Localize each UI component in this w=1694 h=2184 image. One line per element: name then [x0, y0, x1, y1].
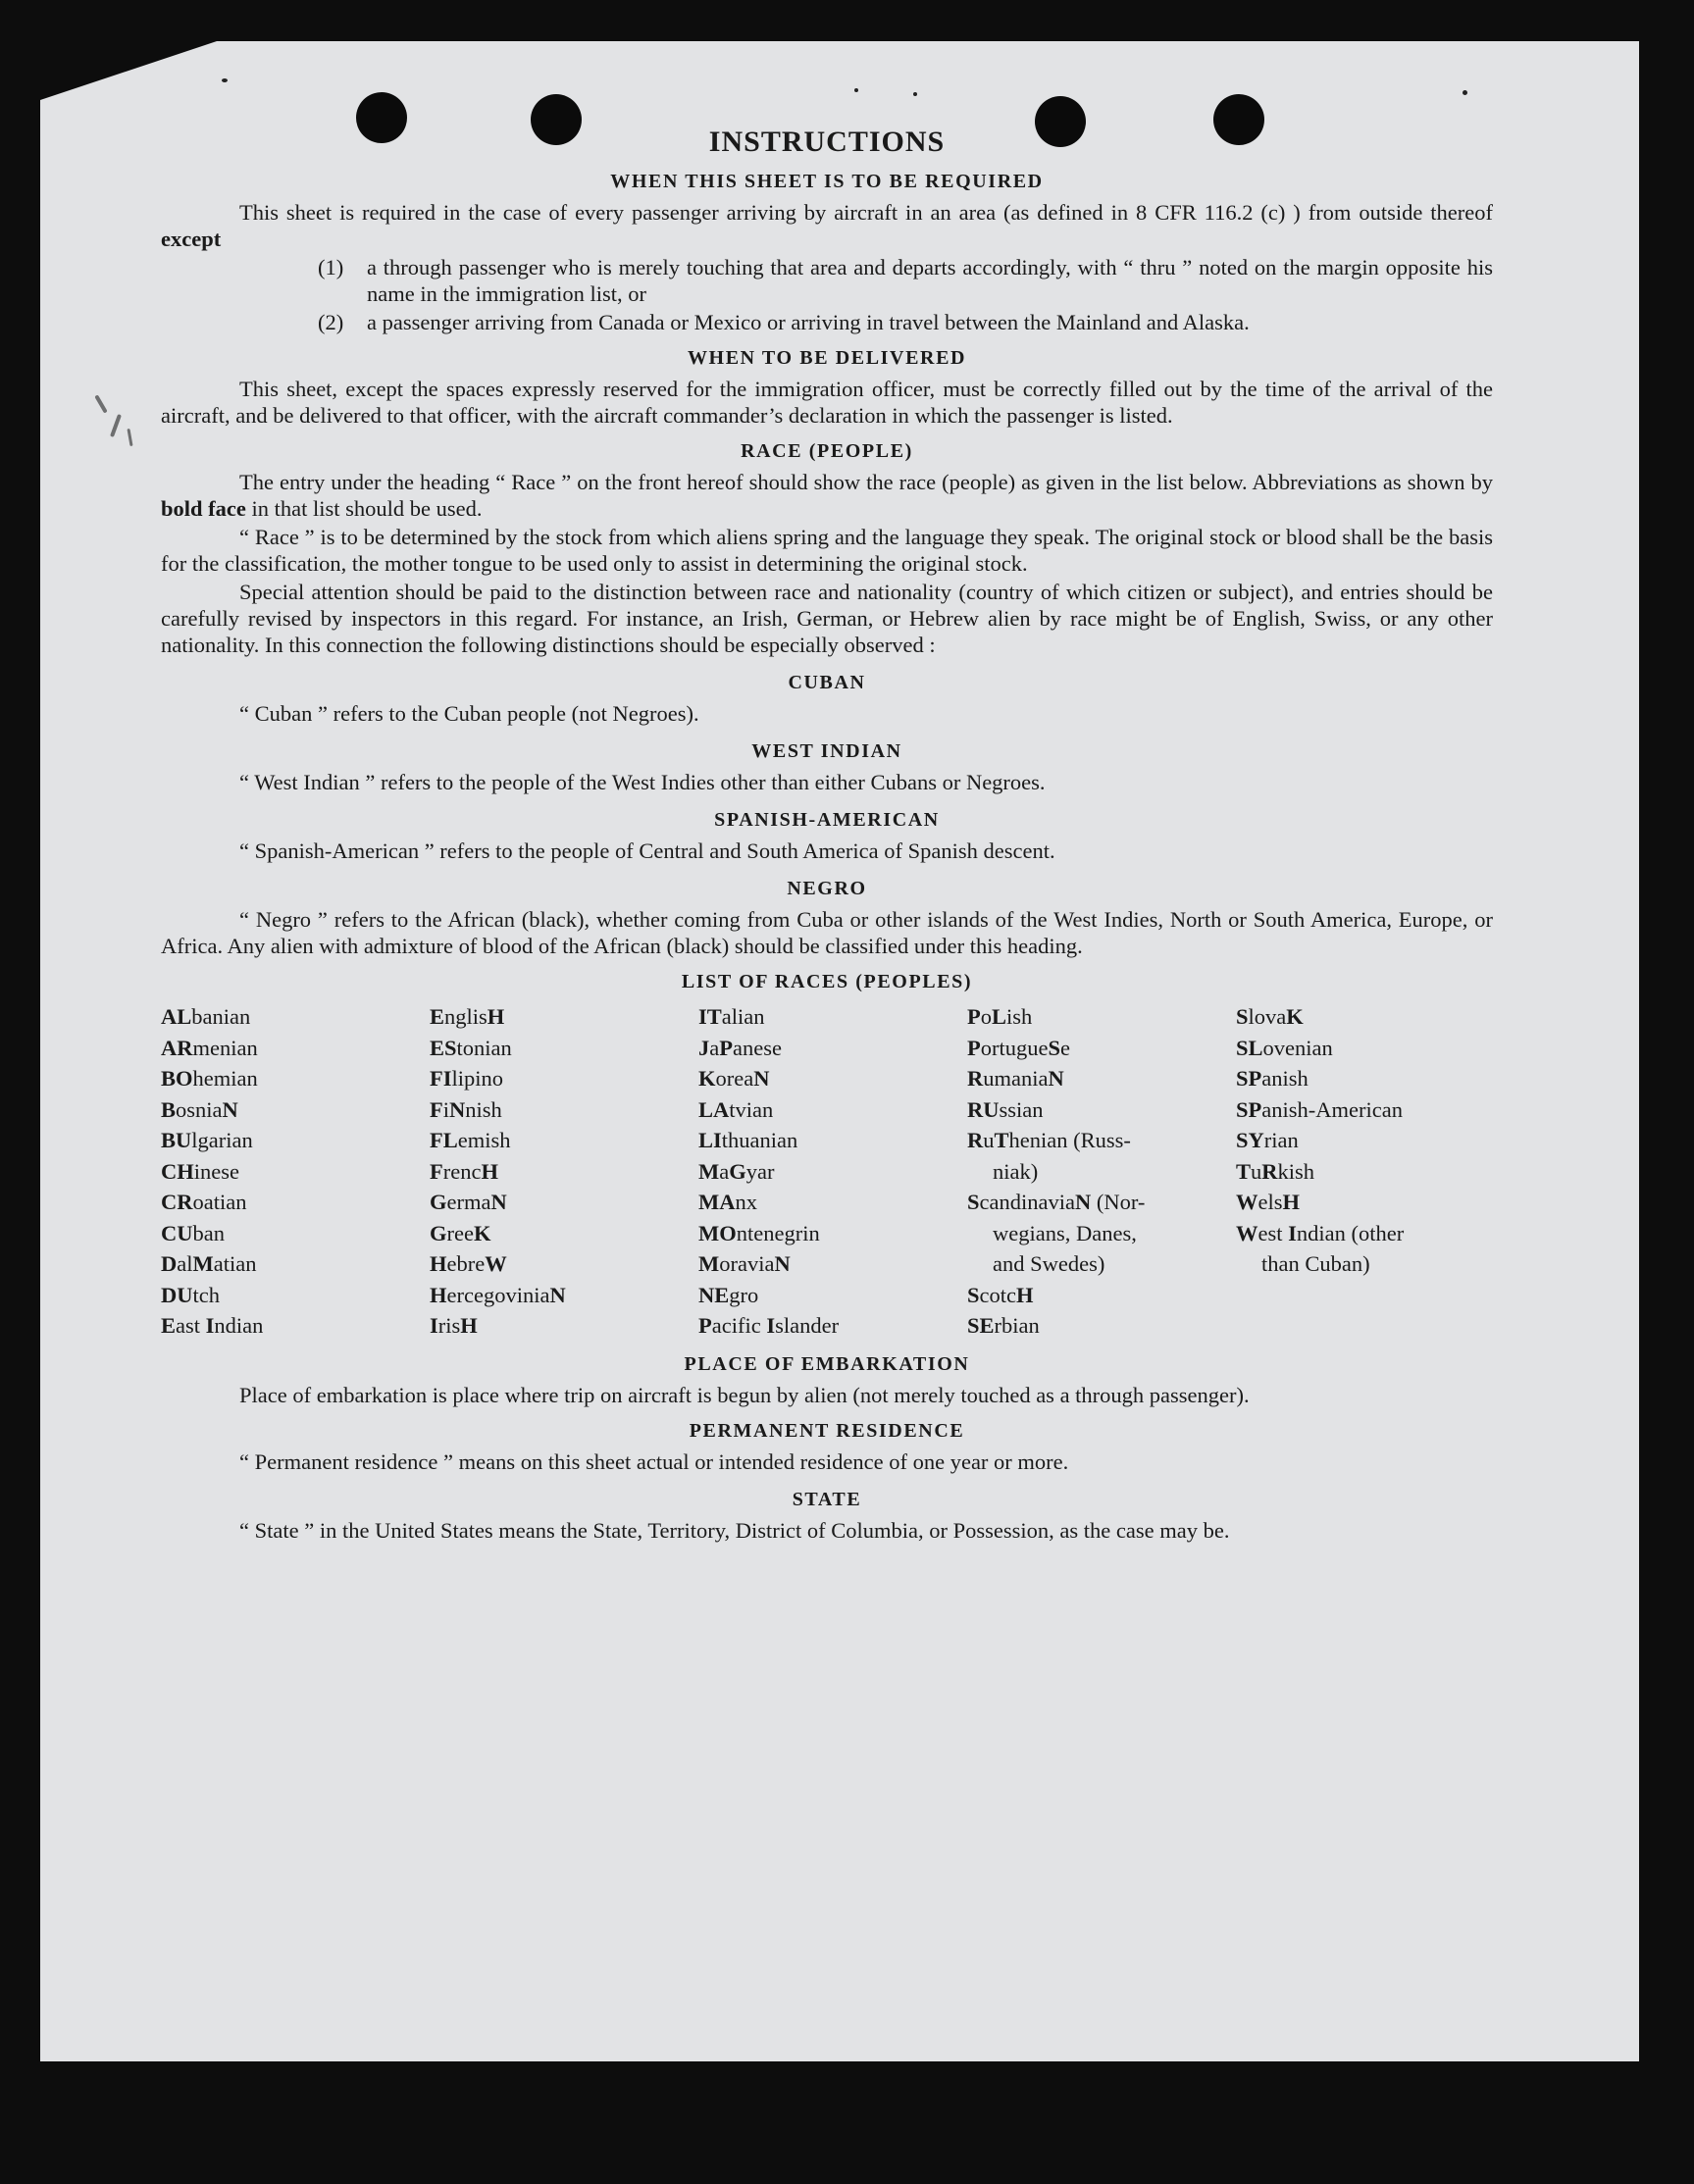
race-entry: Pacific Islander	[698, 1313, 840, 1338]
race-entry: TuRkish	[1236, 1158, 1315, 1184]
heading-permanent-residence: PERMANENT RESIDENCE	[689, 1419, 965, 1442]
race-entry: ScandinaviaN (Nor- wegians, Danes, and Swedes)	[967, 1190, 1146, 1276]
race-entry: FrencH	[430, 1158, 498, 1184]
race-entry: LAtvian	[698, 1096, 774, 1122]
race-entry: FIlipino	[430, 1066, 504, 1091]
race-entry: SPanish	[1236, 1066, 1309, 1091]
speck	[94, 394, 107, 413]
race-entry: DalMatian	[161, 1251, 257, 1276]
spanish-american-text: “ Spanish-American ” refers to the people of Central and South America of Spanish descent.	[239, 838, 1055, 863]
race-column	[430, 1001, 698, 1342]
list-item: (2) a passenger arriving from Canada or Mexico or arriving in travel between the Mainland and Alaska.	[318, 310, 1250, 334]
race-entry: EStonian	[430, 1035, 512, 1060]
race-entry: ARmenian	[161, 1035, 258, 1060]
page-title: INSTRUCTIONS	[708, 126, 946, 158]
race-entry: DUtch	[161, 1282, 220, 1307]
heading-when-required: WHEN THIS SHEET IS TO BE REQUIRED	[610, 171, 1044, 192]
race-entry: KoreaN	[698, 1066, 770, 1091]
race-column	[967, 1001, 1236, 1342]
race-paragraph-2: “ Race ” is to be determined by the stock from which aliens spring and the language they speak. The original stock or blood shall be the basis for the classification, the mother tongue to be used only to assist in determining the original stock.	[161, 525, 1493, 576]
heading-west-indian: WEST INDIAN	[751, 740, 902, 762]
race-entry: MAnx	[698, 1190, 757, 1214]
race-entry: BosniaN	[161, 1096, 238, 1122]
race-entry: West Indian (other than Cuban)	[1236, 1220, 1405, 1276]
race-entry: GermaN	[430, 1190, 507, 1214]
race-entry: JaPanese	[698, 1035, 782, 1060]
heading-list-of-races: LIST OF RACES (PEOPLES)	[681, 971, 973, 992]
when-delivered-text: This sheet, except the spaces expressly reserved for the immigration officer, must be correctly filled out by the time of the arrival of the aircraft, and be delivered to that officer, with the aircraft commander’s declaration in which the passenger is listed.	[161, 377, 1493, 428]
race-entry: CRoatian	[161, 1190, 247, 1214]
west-indian-text: “ West Indian ” refers to the people of the West Indies other than either Cubans or Negroes.	[239, 770, 1046, 794]
race-entry: SLovenian	[1236, 1035, 1333, 1060]
race-entry: EnglisH	[430, 1004, 505, 1029]
race-paragraph-1: The entry under the heading “ Race ” on the front hereof should show the race (people) as given in the list below. Abbreviations as shown by bold face in that list should be used.	[161, 470, 1493, 521]
list-item: (1) a through passenger who is merely touching that area and departs accordingly, with “ thru ” noted on the margin opposite his name in the immigration list, or	[318, 255, 1493, 306]
heading-spanish-american: SPANISH-AMERICAN	[714, 809, 940, 831]
instructions-content	[161, 126, 1493, 1544]
race-entry: NEgro	[698, 1282, 759, 1307]
race-entry: SlovaK	[1236, 1004, 1304, 1029]
race-entry: ScotcH	[967, 1282, 1034, 1307]
heading-race: RACE (PEOPLE)	[741, 440, 913, 462]
heading-embarkation: PLACE OF EMBARKATION	[684, 1352, 970, 1375]
race-entry: CHinese	[161, 1158, 239, 1184]
race-entry: WelsH	[1236, 1190, 1301, 1214]
race-entry: BOhemian	[161, 1066, 258, 1091]
heading-cuban: CUBAN	[788, 672, 866, 693]
residence-text: “ Permanent residence ” means on this sheet actual or intended residence of one year or more.	[239, 1448, 1069, 1474]
when-required-intro: This sheet is required in the case of every passenger arriving by aircraft in an area (as defined in 8 CFR 116.2 (c) ) from outside thereof except	[161, 200, 1493, 251]
speck	[913, 92, 917, 96]
race-entry: RuThenian (Russ- niak)	[967, 1128, 1131, 1184]
speck	[854, 88, 858, 92]
race-entry: PoLish	[967, 1004, 1033, 1029]
race-entry: SPanish-American	[1236, 1096, 1403, 1122]
speck	[222, 78, 228, 82]
race-entry: RUssian	[967, 1096, 1044, 1122]
race-paragraph-3: Special attention should be paid to the distinction between race and nationality (country of which citizen or subject), and entries should be carefully revised by inspectors in this regard. For instance, an Irish, German, or Hebrew alien by race might be of English, Swiss, or any other nationality. In this connection the following distinctions should be especially observed :	[161, 580, 1493, 657]
cuban-text: “ Cuban ” refers to the Cuban people (not Negroes).	[239, 701, 699, 726]
race-entry: HebreW	[430, 1251, 507, 1276]
race-entry: SYrian	[1236, 1128, 1299, 1152]
heading-state: STATE	[792, 1488, 862, 1510]
race-entry: MaGyar	[698, 1158, 775, 1184]
state-text: “ State ” in the United States means the State, Territory, District of Columbia, or Possession, as the case may be.	[239, 1517, 1230, 1543]
heading-when-delivered: WHEN TO BE DELIVERED	[687, 347, 967, 369]
race-column	[161, 1001, 430, 1342]
race-entry: IrisH	[430, 1313, 478, 1338]
race-column	[698, 1001, 967, 1342]
speck	[1463, 90, 1467, 95]
race-entry: ALbanian	[161, 1004, 251, 1029]
heading-negro: NEGRO	[787, 878, 867, 899]
race-column	[1236, 1001, 1462, 1342]
race-entry: MoraviaN	[698, 1251, 791, 1276]
race-entry: MOntenegrin	[698, 1220, 820, 1245]
race-entry: RumaniaN	[967, 1066, 1064, 1091]
race-entry: FLemish	[430, 1128, 511, 1152]
embarkation-text: Place of embarkation is place where trip on aircraft is begun by alien (not merely touched as a through passenger).	[239, 1382, 1250, 1407]
race-entry: East Indian	[161, 1313, 264, 1338]
negro-text: “ Negro ” refers to the African (black), whether coming from Cuba or other islands of the West Indies, North or South America, Europe, or Africa. Any alien with admixture of blood of the African (black) should be classified under this heading.	[161, 907, 1493, 958]
speck	[110, 414, 122, 437]
race-entry: BUlgarian	[161, 1128, 253, 1152]
race-entry: SErbian	[967, 1313, 1040, 1338]
race-entry: LIthuanian	[698, 1128, 798, 1152]
races-list	[161, 1001, 1493, 1342]
race-entry: PortugueSe	[967, 1035, 1070, 1060]
speck	[127, 429, 132, 446]
race-entry: CUban	[161, 1220, 225, 1245]
race-entry: FiNnish	[430, 1096, 502, 1122]
race-entry: GreeK	[430, 1220, 491, 1245]
race-entry: HercegoviniaN	[430, 1282, 566, 1307]
race-entry: ITalian	[698, 1004, 765, 1029]
